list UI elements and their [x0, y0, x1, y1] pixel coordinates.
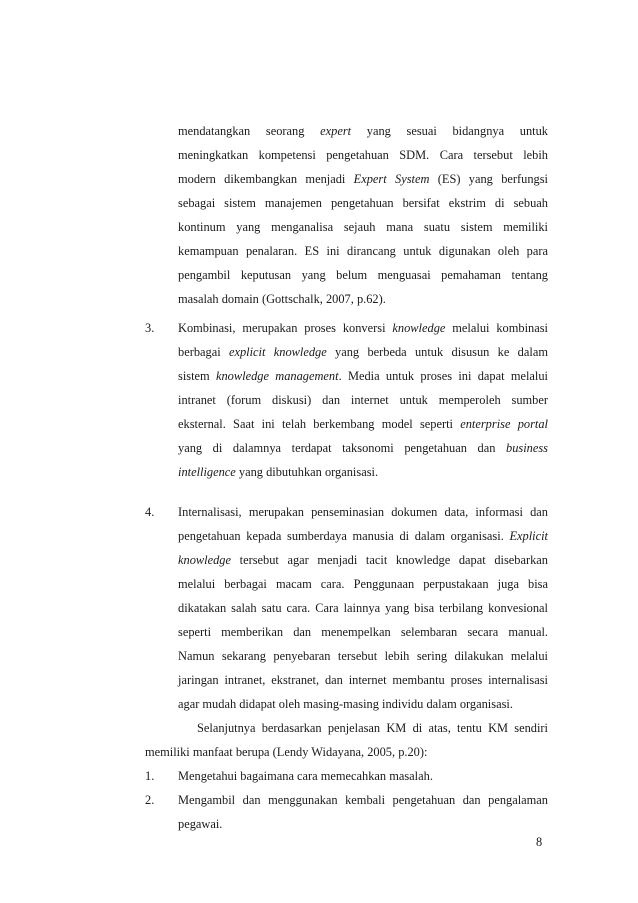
list-number: 3.	[145, 321, 155, 335]
text-line: masalah domain (Gottschalk, 2007, p.62).	[178, 292, 386, 306]
text-line: kontinum yang menganalisa sejauh mana suatu sistem memiliki	[178, 220, 548, 234]
text-line: yang di dalamnya terdapat taksonomi pengetahuan dan business	[178, 441, 548, 455]
text-line: sistem knowledge management. Media untuk proses ini dapat melalui	[178, 369, 548, 383]
text-line: Internalisasi, merupakan penseminasian dokumen data, informasi dan	[178, 505, 548, 519]
text-line: memiliki manfaat berupa (Lendy Widayana, 2005, p.20):	[145, 745, 428, 759]
list-number: 4.	[145, 505, 155, 519]
text-line: mendatangkan seorang expert yang sesuai bidangnya untuk	[178, 124, 548, 138]
text-line: Kombinasi, merupakan proses konversi knowledge melalui kombinasi	[178, 321, 548, 335]
text-line: seperti memberikan dan menempelkan selembaran secara manual.	[178, 625, 548, 639]
text-line: knowledge tersebut agar menjadi tacit knowledge dapat disebarkan	[178, 553, 548, 567]
text-line: Mengetahui bagaimana cara memecahkan masalah.	[178, 769, 433, 783]
text-line: pegawai.	[178, 817, 223, 831]
text-line: eksternal. Saat ini telah berkembang model seperti enterprise portal	[178, 417, 548, 431]
list-number: 1.	[145, 769, 155, 783]
text-line: pengambil keputusan yang belum menguasai pemahaman tentang	[178, 268, 548, 282]
text-line: meningkatkan kompetensi pengetahuan SDM. Cara tersebut lebih	[178, 148, 548, 162]
text-line: sebagai sistem manajemen pengetahuan bersifat ekstrim di sebuah	[178, 196, 548, 210]
text-line: Mengambil dan menggunakan kembali pengetahuan dan pengalaman	[178, 793, 548, 807]
text-line: agar mudah didapat oleh masing-masing individu dalam organisasi.	[178, 697, 513, 711]
text-line: kemampuan penalaran. ES ini dirancang untuk digunakan oleh para	[178, 244, 548, 258]
list-number: 2.	[145, 793, 155, 807]
text-line: intranet (forum diskusi) dan internet untuk memperoleh sumber	[178, 393, 548, 407]
text-line: berbagai explicit knowledge yang berbeda untuk disusun ke dalam	[178, 345, 548, 359]
text-line: melalui berbagai macam cara. Penggunaan perpustakaan juga bisa	[178, 577, 548, 591]
text-line: intelligence yang dibutuhkan organisasi.	[178, 465, 379, 479]
page-number: 8	[536, 835, 543, 849]
text-line: Selanjutnya berdasarkan penjelasan KM di atas, tentu KM sendiri	[197, 721, 548, 735]
text-line: modern dikembangkan menjadi Expert System (ES) yang berfungsi	[178, 172, 548, 186]
text-line: jaringan intranet, ekstranet, dan internet membantu proses internalisasi	[178, 673, 548, 687]
text-line: Namun sekarang penyebaran tersebut lebih sering dilakukan melalui	[178, 649, 548, 663]
text-line: dikatakan salah satu cara. Cara lainnya yang bisa terbilang konvesional	[178, 601, 548, 615]
text-line: pengetahuan kepada sumberdaya manusia di dalam organisasi. Explicit	[178, 529, 548, 543]
